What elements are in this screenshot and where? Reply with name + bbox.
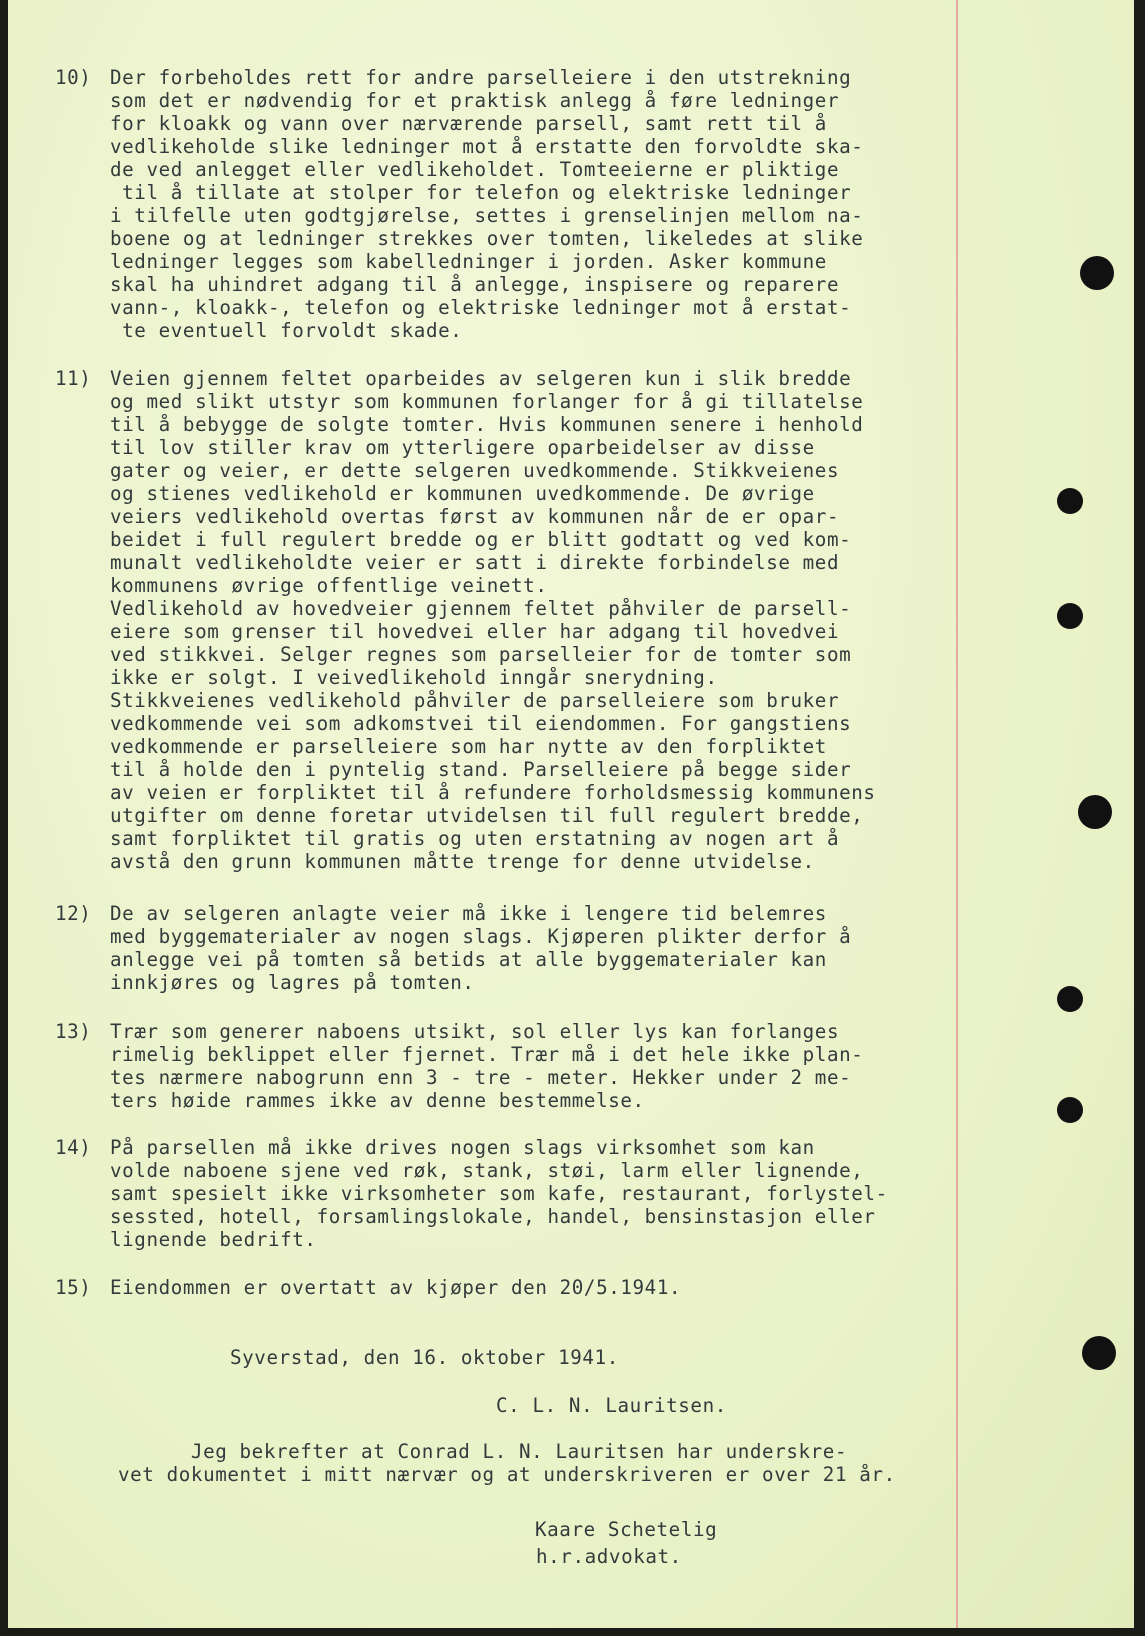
text-line: Stikkveienes vedlikehold påhviler de parselleiere som bruker <box>110 689 840 712</box>
text-line: veiers vedlikehold overtas først av kommunen når de er opar- <box>110 505 840 528</box>
text-line: volde naboene sjene ved røk, stank, støi, larm eller lignende, <box>110 1159 864 1182</box>
witness-title: h.r.advokat. <box>536 1545 682 1568</box>
text-line: som det er nødvendig for et praktisk anlegg å føre ledninger <box>110 89 840 112</box>
text-line: Vedlikehold av hovedveier gjennem feltet påhviler de parsell- <box>110 597 852 620</box>
text-line: til lov stiller krav om ytterligere oparbeidelser av disse <box>110 436 815 459</box>
text-line: ters høide rammes ikke av denne bestemmelse. <box>110 1089 645 1112</box>
text-line: anlegge vei på tomten så betids at alle byggematerialer kan <box>110 948 827 971</box>
text-line: tes nærmere nabogrunn enn 3 - tre - meter. Hekker under 2 me- <box>110 1066 852 1089</box>
document-text <box>8 0 1134 1628</box>
text-line: til å bebygge de solgte tomter. Hvis kommunen senere i henhold <box>110 413 864 436</box>
text-line: vedkommende vei som adkomstvei til eiendommen. For gangstiens <box>110 712 852 735</box>
paragraph-number: 13) <box>55 1020 92 1043</box>
text-line: og med slikt utstyr som kommunen forlanger for å gi tillatelse <box>110 390 864 413</box>
text-line: lignende bedrift. <box>110 1228 317 1251</box>
text-line: ved stikkvei. Selger regnes som parselleier for de tomter som <box>110 643 852 666</box>
signatory-name: C. L. N. Lauritsen. <box>496 1394 727 1417</box>
text-line: av veien er forpliktet til å refundere forholdsmessig kommunens <box>110 781 876 804</box>
text-line: På parsellen må ikke drives nogen slags virksomhet som kan <box>110 1136 815 1159</box>
text-line: kommunens øvrige offentlige veinett. <box>110 574 548 597</box>
text-line: for kloakk og vann over nærværende parsell, samt rett til å <box>110 112 827 135</box>
text-line: ledninger legges som kabelledninger i jorden. Asker kommune <box>110 250 827 273</box>
text-line: Der forbeholdes rett for andre parselleiere i den utstrekning <box>110 66 852 89</box>
text-line: De av selgeren anlagte veier må ikke i lengere tid belemres <box>110 902 827 925</box>
text-line: Trær som generer naboens utsikt, sol eller lys kan forlanges <box>110 1020 840 1043</box>
text-line: samt spesielt ikke virksomheter som kafe, restaurant, forlystel- <box>110 1182 888 1205</box>
text-line: samt forpliktet til gratis og uten erstatning av nogen art å <box>110 827 840 850</box>
text-line: skal ha uhindret adgang til å anlegge, inspisere og reparere <box>110 273 840 296</box>
text-line: og stienes vedlikehold er kommunen uvedkommende. De øvrige <box>110 482 815 505</box>
witness-statement-line: Jeg bekrefter at Conrad L. N. Lauritsen har underskre- <box>118 1440 848 1463</box>
text-line: boene og at ledninger strekkes over tomten, likeledes at slike <box>110 227 864 250</box>
text-line: eiere som grenser til hovedvei eller har adgang til hovedvei <box>110 620 840 643</box>
text-line: avstå den grunn kommunen måtte trenge for denne utvidelse. <box>110 850 815 873</box>
text-line: te eventuell forvoldt skade. <box>110 319 463 342</box>
text-line: de ved anlegget eller vedlikeholdet. Tomteeierne er pliktige <box>110 158 840 181</box>
text-line: Veien gjennem feltet oparbeides av selgeren kun i slik bredde <box>110 367 852 390</box>
text-line: munalt vedlikeholdte veier er satt i direkte forbindelse med <box>110 551 840 574</box>
text-line: i tilfelle uten godtgjørelse, settes i grenselinjen mellom na- <box>110 204 864 227</box>
text-line: vann-, kloakk-, telefon og elektriske ledninger mot å erstat- <box>110 296 852 319</box>
paragraph-number: 11) <box>55 367 92 390</box>
text-line: vedlikeholde slike ledninger mot å erstatte den forvoldte ska- <box>110 135 864 158</box>
text-line: beidet i full regulert bredde og er blitt godtatt og ved kom- <box>110 528 852 551</box>
text-line: med byggematerialer av nogen slags. Kjøperen plikter derfor å <box>110 925 852 948</box>
paragraph-number: 14) <box>55 1136 92 1159</box>
text-line: gater og veier, er dette selgeren uvedkommende. Stikkveienes <box>110 459 840 482</box>
text-line: utgifter om denne foretar utvidelsen til full regulert bredde, <box>110 804 864 827</box>
text-line: vedkommende er parselleiere som har nytte av den forpliktet <box>110 735 827 758</box>
paragraph-number: 12) <box>55 902 92 925</box>
document-page <box>8 0 1134 1628</box>
text-line: til å tillate at stolper for telefon og elektriske ledninger <box>110 181 852 204</box>
witness-statement-line: vet dokumentet i mitt nærvær og at underskriveren er over 21 år. <box>118 1463 896 1486</box>
witness-name: Kaare Schetelig <box>535 1518 718 1541</box>
text-line: Eiendommen er overtatt av kjøper den 20/5.1941. <box>110 1276 682 1299</box>
text-line: rimelig beklippet eller fjernet. Trær må i det hele ikke plan- <box>110 1043 864 1066</box>
paragraph-number: 10) <box>55 66 92 89</box>
paragraph-number: 15) <box>55 1276 92 1299</box>
text-line: sessted, hotell, forsamlingslokale, handel, bensinstasjon eller <box>110 1205 876 1228</box>
place-date: Syverstad, den 16. oktober 1941. <box>230 1346 619 1369</box>
text-line: innkjøres og lagres på tomten. <box>110 971 475 994</box>
text-line: ikke er solgt. I veivedlikehold inngår snerydning. <box>110 666 718 689</box>
text-line: til å holde den i pyntelig stand. Parselleiere på begge sider <box>110 758 852 781</box>
